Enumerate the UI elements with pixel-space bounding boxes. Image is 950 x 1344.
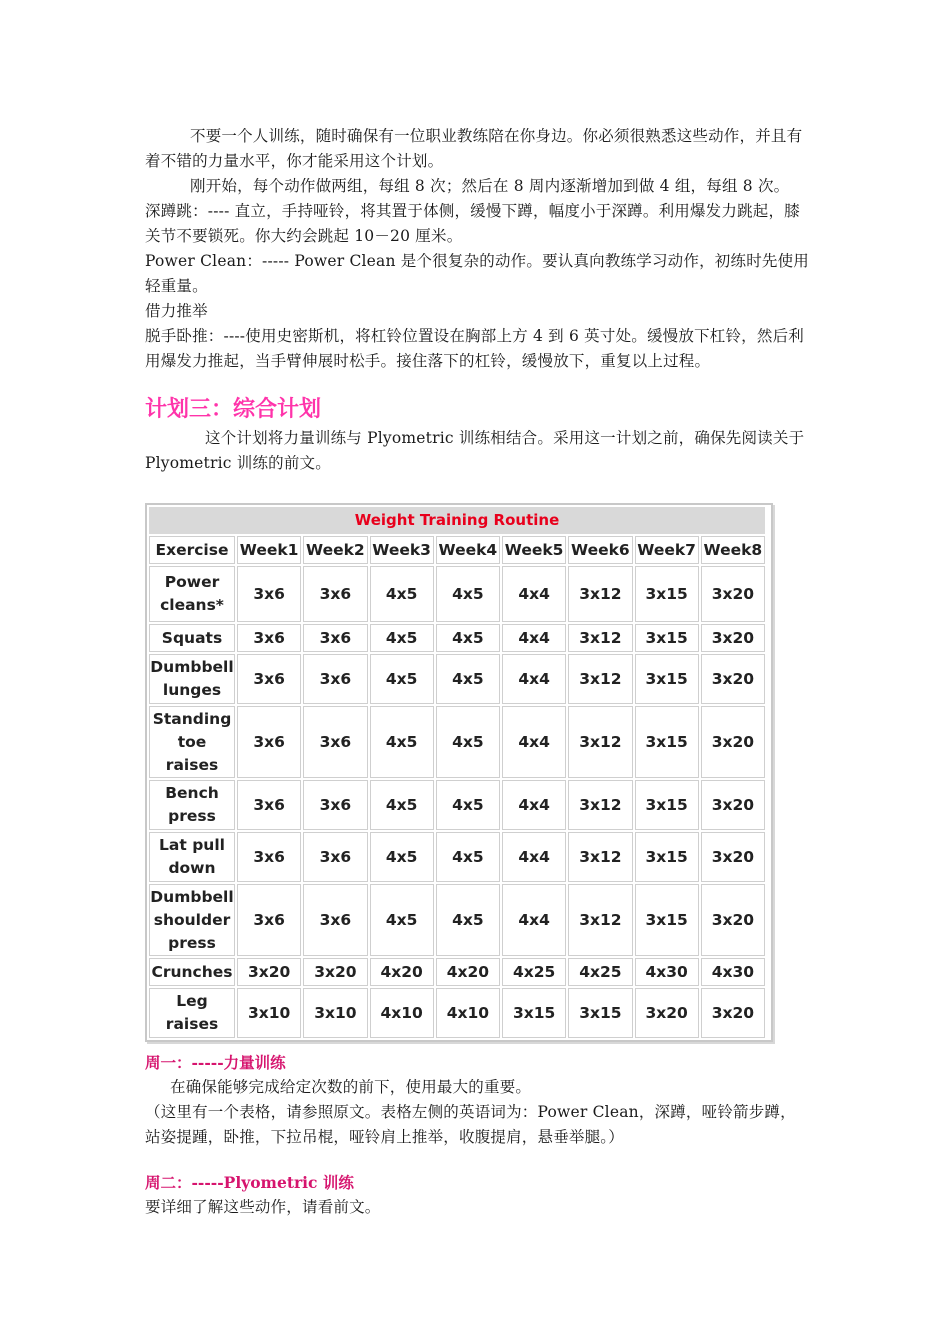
sets-reps-cell: 3x15 (635, 706, 699, 778)
sets-reps-cell: 4x25 (502, 958, 566, 986)
sets-reps-cell: 3x15 (502, 988, 566, 1038)
sets-reps-cell: 4x5 (436, 832, 500, 882)
sets-reps-cell: 3x12 (568, 566, 632, 622)
sets-reps-cell: 4x5 (436, 624, 500, 652)
week2-title: 周二：-----Plyometric 训练 (145, 1173, 354, 1192)
sets-reps-cell: 3x10 (237, 988, 301, 1038)
sets-reps-cell: 3x6 (237, 654, 301, 704)
table-caption: Weight Training Routine (149, 507, 765, 534)
sets-reps-cell: 3x15 (635, 566, 699, 622)
sets-reps-cell: 3x15 (635, 832, 699, 882)
sets-reps-cell: 3x6 (237, 706, 301, 778)
sets-reps-cell: 4x30 (635, 958, 699, 986)
sets-reps-cell: 3x6 (303, 654, 367, 704)
sets-reps-cell: 4x5 (370, 654, 434, 704)
table-row (149, 624, 765, 652)
paragraph: 深蹲跳：---- 直立，手持哑铃，将其置于体侧，缓慢下蹲，幅度小于深蹲。利用爆发力跳起，膝关节不要锁死。你大约会跳起 10－20 厘米。 (145, 202, 800, 245)
sets-reps-cell: 3x20 (635, 988, 699, 1038)
sets-reps-cell: 3x20 (701, 884, 765, 956)
table-header-row (149, 536, 765, 564)
column-header: Week8 (701, 536, 765, 564)
sets-reps-cell: 4x30 (701, 958, 765, 986)
sets-reps-cell: 3x15 (635, 780, 699, 830)
paragraph: 借力推举 (145, 302, 208, 320)
column-header: Week4 (436, 536, 500, 564)
paragraph: 不要一个人训练，随时确保有一位职业教练陪在你身边。你必须很熟悉这些动作，并且有着不错的力量水平，你才能采用这个计划。 (145, 127, 803, 170)
sets-reps-cell: 4x5 (436, 884, 500, 956)
table-row (149, 958, 765, 986)
sets-reps-cell: 4x4 (502, 884, 566, 956)
column-header: Week7 (635, 536, 699, 564)
paragraph: 脱手卧推：----使用史密斯机，将杠铃位置设在胸部上方 4 到 6 英寸处。缓慢放下杠铃，然后利用爆发力推起，当手臂伸展时松手。接住落下的杠铃，缓慢放下，重复以上过程。 (145, 327, 804, 370)
sets-reps-cell: 3x15 (635, 624, 699, 652)
sets-reps-cell: 3x6 (237, 624, 301, 652)
table-row (149, 884, 765, 956)
sets-reps-cell: 4x5 (370, 706, 434, 778)
paragraph: 刚开始，每个动作做两组，每组 8 次；然后在 8 周内逐渐增加到做 4 组，每组 8 次。 (190, 177, 790, 195)
week2-text: 要详细了解这些动作，请看前文。 (145, 1198, 381, 1216)
sets-reps-cell: 4x25 (568, 958, 632, 986)
sets-reps-cell: 3x12 (568, 706, 632, 778)
sets-reps-cell: 4x4 (502, 706, 566, 778)
sets-reps-cell: 3x15 (635, 884, 699, 956)
sets-reps-cell: 4x4 (502, 566, 566, 622)
sets-reps-cell: 3x6 (237, 780, 301, 830)
sets-reps-cell: 3x6 (303, 884, 367, 956)
column-header: Week2 (303, 536, 367, 564)
exercise-name-cell: Bench press (149, 780, 235, 830)
sets-reps-cell: 3x20 (701, 780, 765, 830)
exercise-name-cell: Lat pull down (149, 832, 235, 882)
sets-reps-cell: 3x20 (701, 624, 765, 652)
sets-reps-cell: 3x20 (701, 832, 765, 882)
sets-reps-cell: 3x6 (303, 624, 367, 652)
sets-reps-cell: 3x12 (568, 624, 632, 652)
sets-reps-cell: 3x6 (303, 832, 367, 882)
sets-reps-cell: 3x12 (568, 832, 632, 882)
week1-text: 在确保能够完成给定次数的前下，使用最大的重要。 (170, 1078, 532, 1096)
sets-reps-cell: 3x20 (701, 988, 765, 1038)
exercise-name-cell: Dumbbell shoulder press (149, 884, 235, 956)
sets-reps-cell: 3x6 (303, 706, 367, 778)
exercise-name-cell: Crunches (149, 958, 235, 986)
sets-reps-cell: 3x15 (568, 988, 632, 1038)
sets-reps-cell: 3x6 (237, 832, 301, 882)
exercise-name-cell: Leg raises (149, 988, 235, 1038)
sets-reps-cell: 4x20 (436, 958, 500, 986)
column-header: Week5 (502, 536, 566, 564)
week1-note: （这里有一个表格，请参照原文。表格左侧的英语词为：Power Clean，深蹲，哑铃箭步蹲，站姿提踵，卧推，下拉吊棍，哑铃肩上推举，收腹提肩，悬垂举腿。） (145, 1103, 796, 1146)
column-header: Week3 (370, 536, 434, 564)
sets-reps-cell: 4x5 (436, 654, 500, 704)
table-row (149, 706, 765, 778)
sets-reps-cell: 3x20 (303, 958, 367, 986)
sets-reps-cell: 4x4 (502, 780, 566, 830)
section-intro: 这个计划将力量训练与 Plyometric 训练相结合。采用这一计划之前，确保先阅读关于 Plyometric 训练的前文。 (145, 429, 805, 472)
exercise-name-cell: Squats (149, 624, 235, 652)
table-row (149, 654, 765, 704)
sets-reps-cell: 4x5 (370, 884, 434, 956)
exercise-name-cell: Standing toe raises (149, 706, 235, 778)
sets-reps-cell: 3x10 (303, 988, 367, 1038)
sets-reps-cell: 4x4 (502, 654, 566, 704)
sets-reps-cell: 3x12 (568, 780, 632, 830)
sets-reps-cell: 4x5 (370, 566, 434, 622)
sets-reps-cell: 4x5 (436, 706, 500, 778)
sets-reps-cell: 4x5 (370, 832, 434, 882)
column-header: Week6 (568, 536, 632, 564)
sets-reps-cell: 3x20 (701, 706, 765, 778)
exercise-name-cell: Dumbbell lunges (149, 654, 235, 704)
sets-reps-cell: 4x4 (502, 832, 566, 882)
sets-reps-cell: 4x20 (370, 958, 434, 986)
sets-reps-cell: 4x5 (436, 566, 500, 622)
sets-reps-cell: 3x6 (303, 780, 367, 830)
sets-reps-cell: 4x5 (370, 624, 434, 652)
routine-table-frame (145, 503, 773, 1042)
sets-reps-cell: 3x6 (237, 566, 301, 622)
table-row (149, 780, 765, 830)
sets-reps-cell: 3x12 (568, 654, 632, 704)
paragraph: Power Clean：----- Power Clean 是个很复杂的动作。要认真向教练学习动作，初练时先使用轻重量。 (145, 252, 809, 295)
table-row (149, 988, 765, 1038)
section-title: 计划三：综合计划 (145, 397, 322, 422)
table-row (149, 832, 765, 882)
sets-reps-cell: 3x20 (237, 958, 301, 986)
sets-reps-cell: 4x5 (436, 780, 500, 830)
sets-reps-cell: 4x4 (502, 624, 566, 652)
table-row (149, 566, 765, 622)
document-page (145, 124, 810, 1220)
sets-reps-cell: 3x20 (701, 566, 765, 622)
sets-reps-cell: 3x15 (635, 654, 699, 704)
sets-reps-cell: 4x10 (436, 988, 500, 1038)
sets-reps-cell: 4x10 (370, 988, 434, 1038)
sets-reps-cell: 3x12 (568, 884, 632, 956)
week1-title: 周一：-----力量训练 (145, 1053, 286, 1072)
column-header: Week1 (237, 536, 301, 564)
sets-reps-cell: 3x6 (303, 566, 367, 622)
sets-reps-cell: 3x20 (701, 654, 765, 704)
routine-table (147, 505, 767, 1040)
column-header: Exercise (149, 536, 235, 564)
exercise-name-cell: Power cleans* (149, 566, 235, 622)
sets-reps-cell: 3x6 (237, 884, 301, 956)
sets-reps-cell: 4x5 (370, 780, 434, 830)
